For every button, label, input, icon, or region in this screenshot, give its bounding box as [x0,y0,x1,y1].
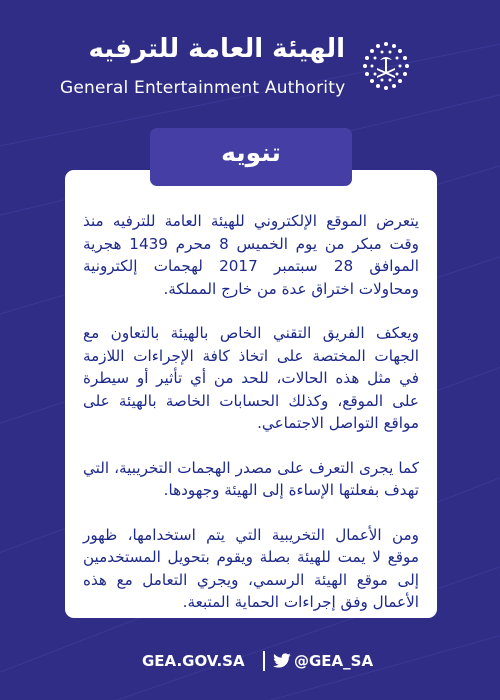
notice-paragraph: يتعرض الموقع الإلكتروني للهيئة العامة للترفيه منذ وقت مبكر من يوم الخميس 8 محرم 1439 هجرية الموافق 28 سبتمبر 2017 لهجمات إلكترونية ومحاولات اختراق عدة من خارج المملكة. [83,212,419,298]
website-link[interactable]: GEA.GOV.SA [142,652,245,670]
palm-swords-emblem-icon [358,38,414,94]
notice-card [65,170,437,618]
notice-body [83,210,419,636]
footer [0,652,500,676]
twitter-handle-link[interactable]: @GEA_SA [294,652,374,670]
notice-paragraph: ويعكف الفريق التقني الخاص بالهيئة بالتعاون مع الجهات المختصة على اتخاذ كافة الإجراءات اللازمة في مثل هذه الحالات، للحد من أي تأثير أو سيطرة على الموقع، وكذلك الحسابات الخاصة بالهيئة على مواقع التواصل الاجتماعي. [83,324,419,432]
notice-title-banner [150,128,352,186]
footer-divider [263,651,265,671]
notice-paragraph: كما يجرى التعرف على مصدر الهجمات التخريبية، التي تهدف بفعلتها الإساءة إلى الهيئة وجهودها. [83,458,419,499]
arabic-authority-title: الهيئة العامة للترفيه [88,34,345,64]
twitter-bird-icon [272,653,292,669]
notice-paragraph: ومن الأعمال التخريبية التي يتم استخدامها، ظهور موقع لا يمت للهيئة بصلة ويقوم بتحويل المستخدمين إلى موقع الهيئة الرسمي، ويجري التعامل مع هذه الأعمال وفق إجراءات الحماية المتبعة. [83,525,419,611]
header [0,20,500,100]
notice-title: تنويه [221,138,281,167]
english-authority-title: General Entertainment Authority [60,78,346,98]
